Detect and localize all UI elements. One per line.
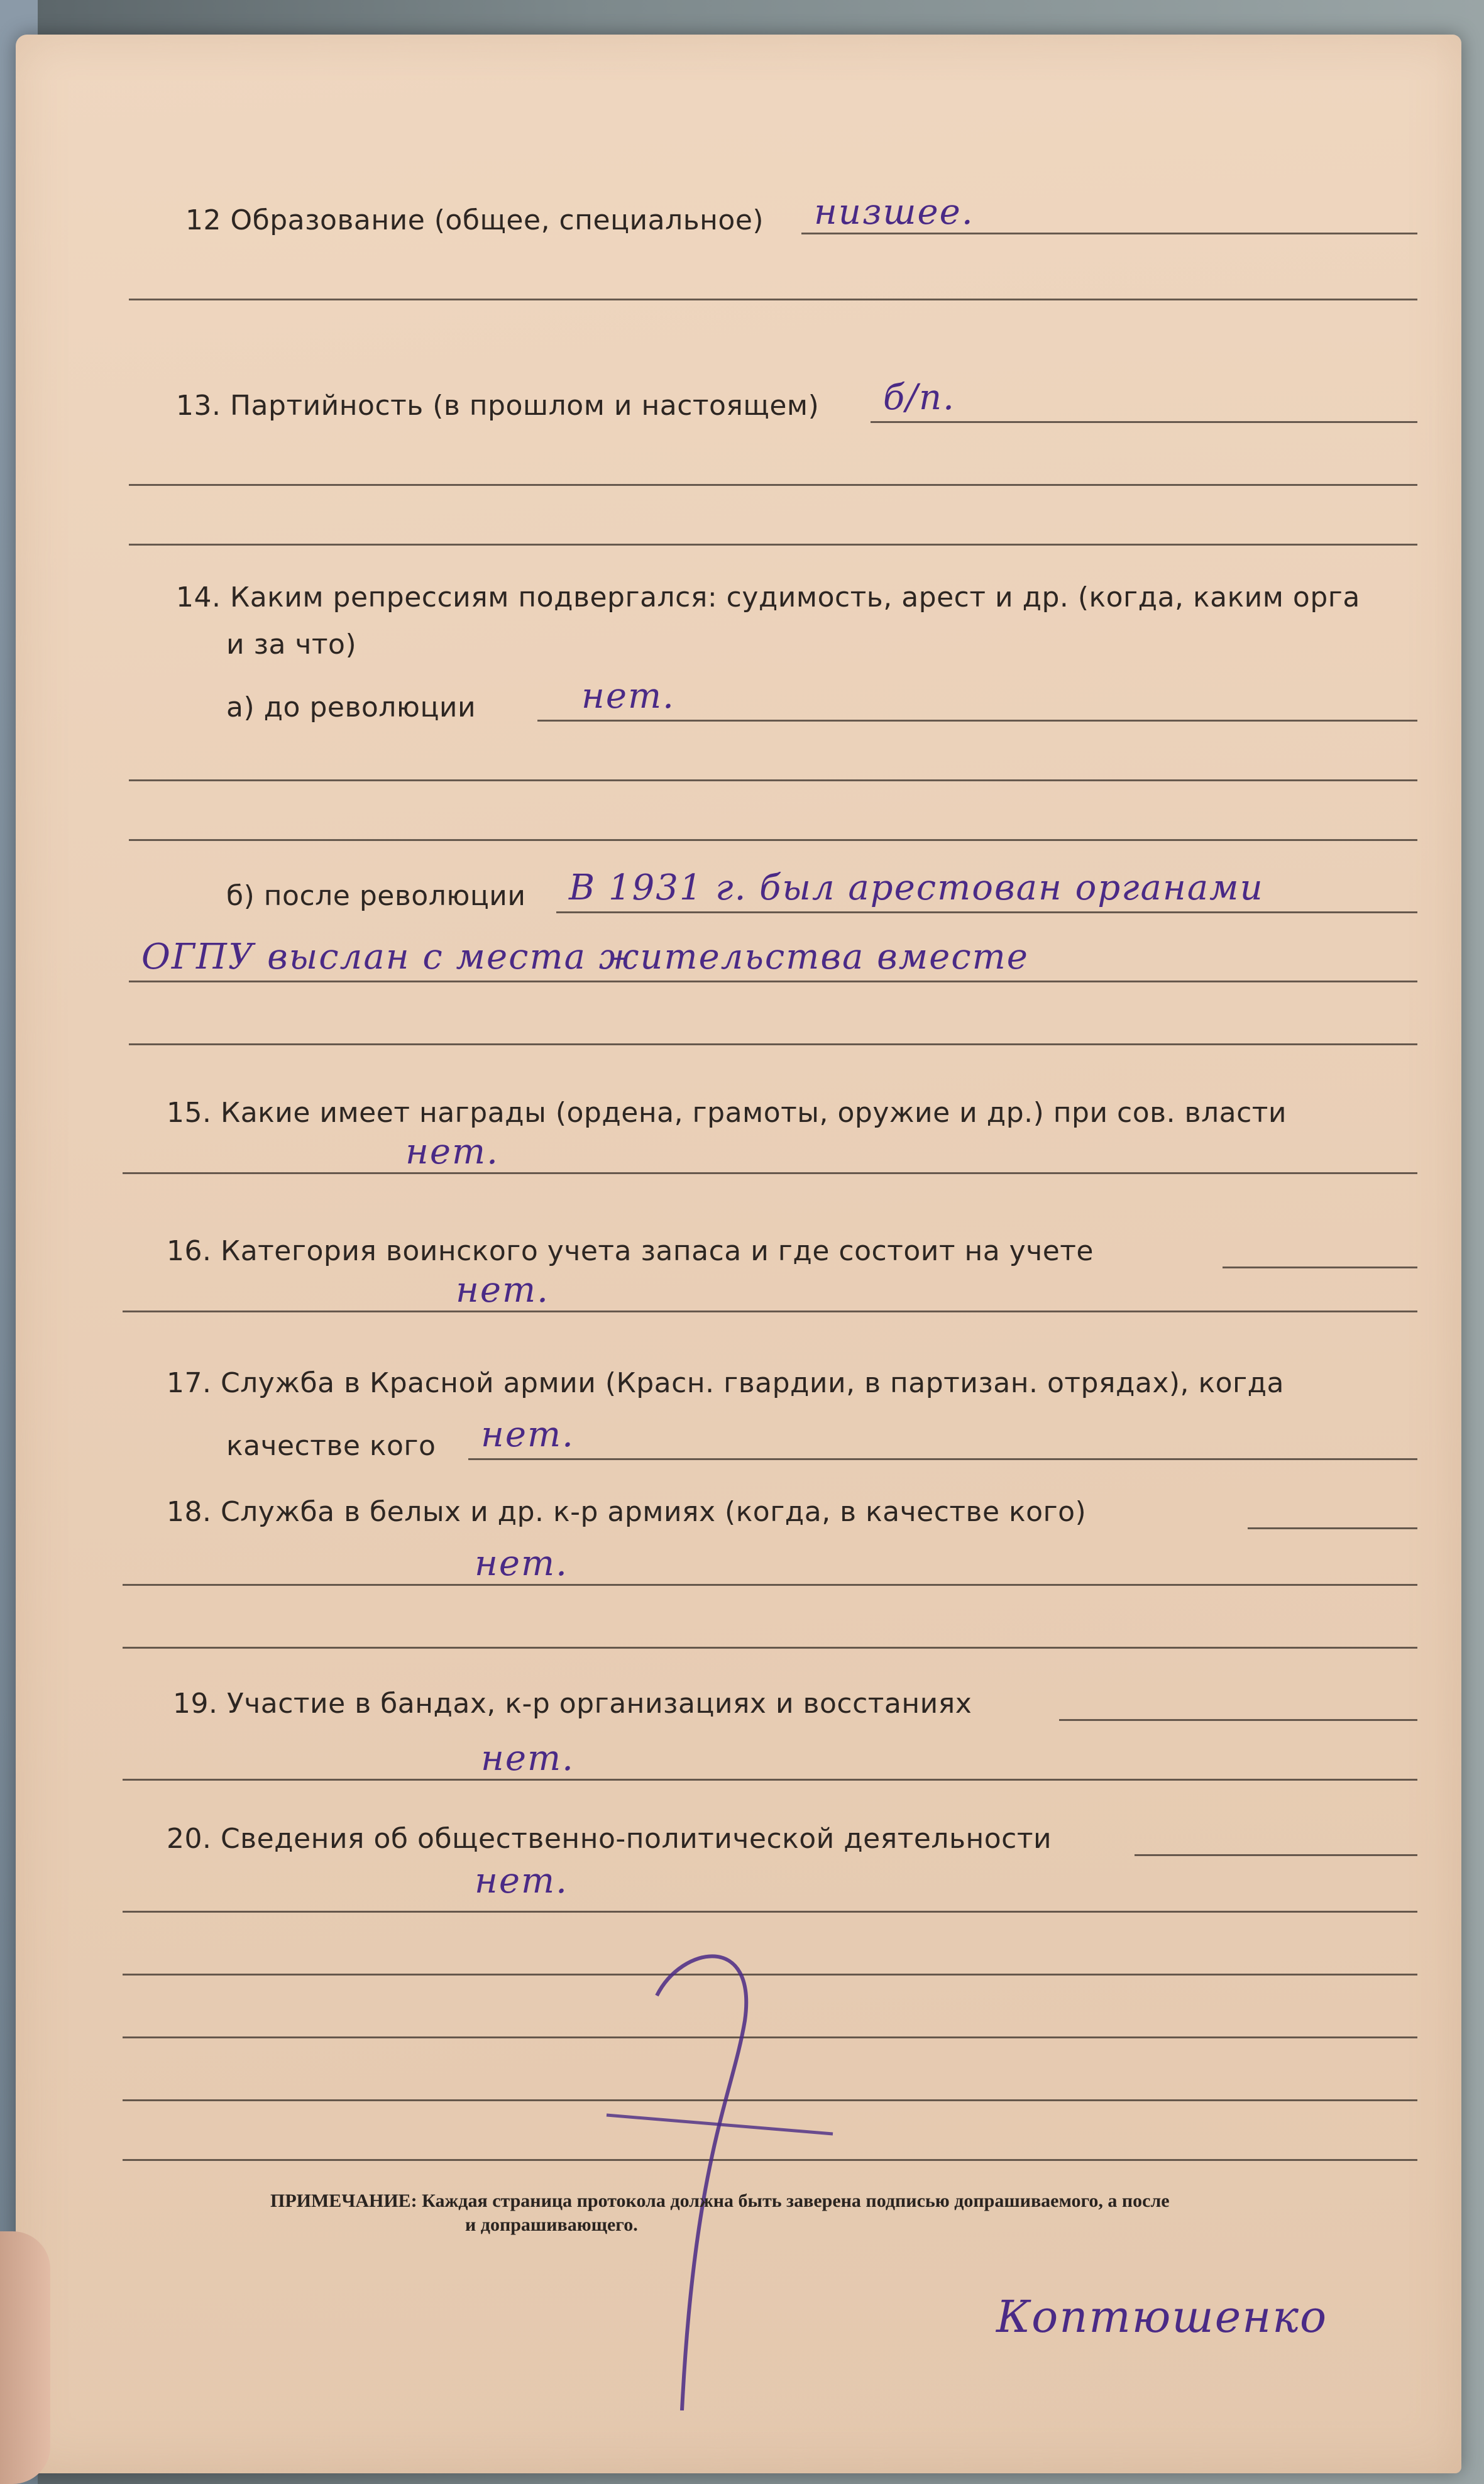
q18-answer: нет.: [475, 1543, 568, 1584]
q18-label: 18. Служба в белых и др. к-р армиях (когда, в качестве кого): [167, 1496, 1087, 1528]
q14b-line: [556, 911, 1417, 913]
q20-answer: нет.: [475, 1860, 568, 1901]
q19-line: [1059, 1719, 1417, 1721]
q15-label: 15. Какие имеет награды (ордена, грамоты, оружие и др.) при сов. власти: [167, 1097, 1287, 1129]
q20-line: [1135, 1854, 1417, 1856]
q16-label: 16. Категория воинского учета запаса и где состоит на учете: [167, 1235, 1094, 1267]
q14-label-line2: и за что): [226, 629, 357, 661]
q13-line-3: [129, 544, 1417, 546]
q12-answer: низшее.: [814, 192, 974, 233]
q13-line: [871, 421, 1417, 423]
q14a-line: [537, 720, 1417, 722]
q12-line: [801, 233, 1417, 234]
footnote-line2: и допрашивающего.: [465, 2214, 638, 2235]
q16-line: [1223, 1267, 1417, 1268]
q16-answer: нет.: [456, 1270, 549, 1311]
q12-line-2: [129, 299, 1417, 300]
q18-line-3: [123, 1647, 1417, 1649]
q14-line-2: [129, 779, 1417, 781]
q18-line-2: [123, 1584, 1417, 1586]
q14-line-3: [129, 839, 1417, 841]
q15-answer: нет.: [405, 1131, 499, 1172]
q17-label-line2: качестве кого: [226, 1430, 436, 1462]
q17-line: [468, 1458, 1417, 1460]
q12-label: 12 Образование (общее, специальное): [185, 204, 764, 236]
q14b-answer-line2: ОГПУ выслан с места жительства вместе: [141, 937, 1029, 977]
q15-line: [123, 1172, 1417, 1174]
q20-label: 20. Сведения об общественно-политической деятельности: [167, 1823, 1052, 1855]
q14b-line-2: [129, 981, 1417, 982]
q13-answer: б/п.: [883, 377, 955, 418]
q14-line-4: [129, 1043, 1417, 1045]
q16-line-2: [123, 1311, 1417, 1312]
q19-answer: нет.: [481, 1738, 574, 1779]
q17-label-line1: 17. Служба в Красной армии (Красн. гвардии, в партизан. отрядах), когда: [167, 1367, 1285, 1399]
thumb: [0, 2231, 50, 2484]
bleed-through-text: [343, 261, 362, 327]
q17-answer: нет.: [481, 1414, 574, 1455]
q14a-answer: нет.: [581, 676, 675, 717]
q14b-label: б) после революции: [226, 880, 526, 912]
q14b-answer-line1: В 1931 г. был арестован органами: [569, 867, 1264, 908]
q13-line-2: [129, 484, 1417, 486]
protocol-page: [16, 35, 1461, 2473]
footnote-line1: ПРИМЕЧАНИЕ: Каждая страница протокола должна быть заверена подписью допрашиваемого, а после: [270, 2190, 1170, 2211]
q13-label: 13. Партийность (в прошлом и настоящем): [176, 390, 820, 422]
cancel-strike-mark: [581, 1908, 845, 2410]
q18-line: [1248, 1527, 1417, 1529]
signature: Коптюшенко: [996, 2291, 1328, 2343]
q14a-label: а) до революции: [226, 691, 476, 723]
q19-line-2: [123, 1779, 1417, 1781]
q19-label: 19. Участие в бандах, к-р организациях и восстаниях: [173, 1688, 972, 1720]
q14-label-line1: 14. Каким репрессиям подвергался: судимость, арест и др. (когда, каким орга: [176, 581, 1360, 613]
